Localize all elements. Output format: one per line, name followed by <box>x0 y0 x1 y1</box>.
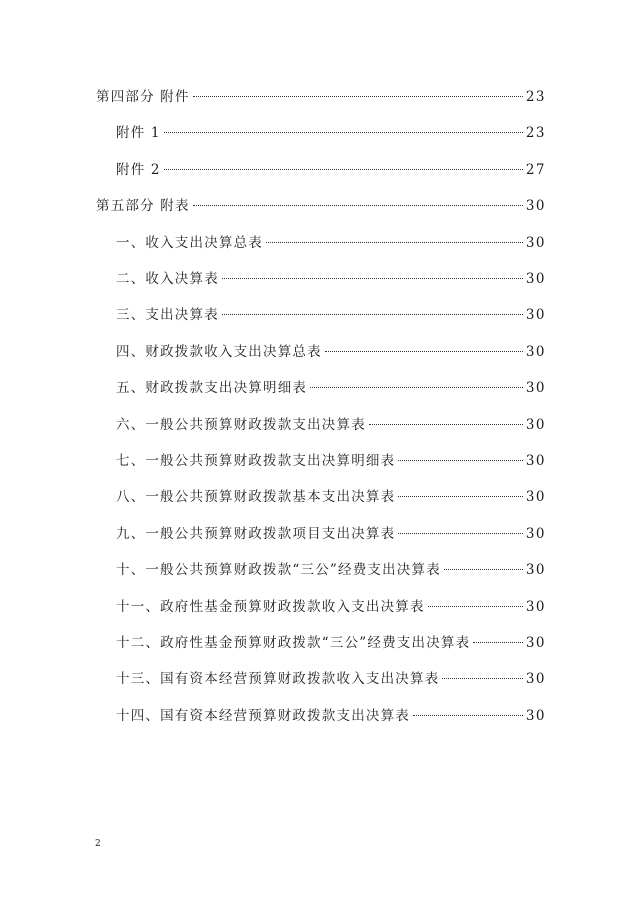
toc-entry[interactable] <box>116 632 546 654</box>
toc-entry[interactable] <box>116 159 546 181</box>
toc-entry[interactable] <box>116 596 546 618</box>
toc-entry[interactable] <box>116 268 546 290</box>
toc-entry-title: 五、财政拨款支出决算明细表 <box>116 380 308 397</box>
toc-entry-title: 十、一般公共预算财政拨款“三公”经费支出决算表 <box>116 562 441 579</box>
toc-dot-leader <box>325 351 523 352</box>
toc-entry[interactable] <box>116 377 546 399</box>
toc-dot-leader <box>398 533 523 534</box>
toc-entry-page: 30 <box>525 234 546 251</box>
toc-entry-page: 30 <box>525 525 546 542</box>
toc-dot-leader <box>164 132 523 133</box>
toc-entry[interactable] <box>96 86 546 108</box>
toc-entry-title: 三、支出决算表 <box>116 307 219 324</box>
toc-entry-title: 十二、政府性基金预算财政拨款“三公”经费支出决算表 <box>116 635 471 651</box>
toc-entry-page: 30 <box>525 635 546 651</box>
toc-entry-page: 30 <box>525 671 546 688</box>
toc-entry-title: 第五部分 附表 <box>96 198 190 215</box>
toc-dot-leader <box>398 460 523 461</box>
toc-entry[interactable] <box>96 195 546 217</box>
toc-entry-page: 30 <box>525 198 546 215</box>
toc-entry[interactable] <box>116 122 546 144</box>
toc-entry[interactable] <box>116 705 546 727</box>
toc-entry-page: 30 <box>525 453 546 469</box>
toc-entry-title: 九、一般公共预算财政拨款项目支出决算表 <box>116 525 396 542</box>
toc-dot-leader <box>193 96 523 97</box>
toc-entry-page: 30 <box>525 598 546 615</box>
toc-dot-leader <box>398 496 523 497</box>
toc-entry[interactable] <box>116 304 546 326</box>
toc-entry[interactable] <box>116 232 546 254</box>
toc-entry-title: 十四、国有资本经营预算财政拨款支出决算表 <box>116 707 410 724</box>
toc-entry-title: 七、一般公共预算财政拨款支出决算明细表 <box>116 453 396 469</box>
toc-entry[interactable] <box>116 668 546 690</box>
toc-entry-title: 附件 2 <box>116 161 161 178</box>
toc-dot-leader <box>310 387 523 388</box>
toc-dot-leader <box>193 205 523 206</box>
toc-entry[interactable] <box>116 559 546 581</box>
toc-entry[interactable] <box>116 523 546 545</box>
toc-dot-leader <box>369 424 523 425</box>
toc-entry-title: 八、一般公共预算财政拨款基本支出决算表 <box>116 489 396 506</box>
toc-entry-page: 30 <box>525 489 546 506</box>
toc-entry[interactable] <box>116 414 546 436</box>
toc-dot-leader <box>266 242 523 243</box>
toc-entry-page: 30 <box>525 343 546 360</box>
toc-entry-title: 二、收入决算表 <box>116 271 219 287</box>
toc-entry-page: 30 <box>525 416 546 433</box>
toc-entry-title: 六、一般公共预算财政拨款支出决算表 <box>116 416 366 433</box>
toc-dot-leader <box>164 169 523 170</box>
toc-entry-title: 一、收入支出决算总表 <box>116 234 263 251</box>
toc-entry-title: 十三、国有资本经营预算财政拨款收入支出决算表 <box>116 671 440 688</box>
toc-entry[interactable] <box>116 341 546 363</box>
toc-dot-leader <box>413 715 523 716</box>
toc-entry-page: 30 <box>525 562 546 579</box>
toc-entry-page: 30 <box>525 271 546 287</box>
toc-entry-page: 30 <box>525 707 546 724</box>
page-number: 2 <box>95 839 101 849</box>
toc-entry-page: 23 <box>525 125 546 142</box>
toc-entry[interactable] <box>116 450 546 472</box>
toc-dot-leader <box>473 642 523 643</box>
toc-dot-leader <box>222 314 523 315</box>
toc-entry-title: 第四部分 附件 <box>96 89 190 105</box>
toc-entry-page: 27 <box>525 161 546 178</box>
toc-dot-leader <box>442 678 522 679</box>
toc-entry-title: 四、财政拨款收入支出决算总表 <box>116 343 322 360</box>
toc-entry-page: 23 <box>525 89 546 105</box>
toc-entry-page: 30 <box>525 307 546 324</box>
toc-dot-leader <box>222 278 523 279</box>
toc-entry[interactable] <box>116 486 546 508</box>
toc-dot-leader <box>428 606 523 607</box>
toc-dot-leader <box>444 569 523 570</box>
toc-entry-title: 附件 1 <box>116 125 161 142</box>
toc-entry-page: 30 <box>525 380 546 397</box>
toc-entry-title: 十一、政府性基金预算财政拨款收入支出决算表 <box>116 598 425 615</box>
